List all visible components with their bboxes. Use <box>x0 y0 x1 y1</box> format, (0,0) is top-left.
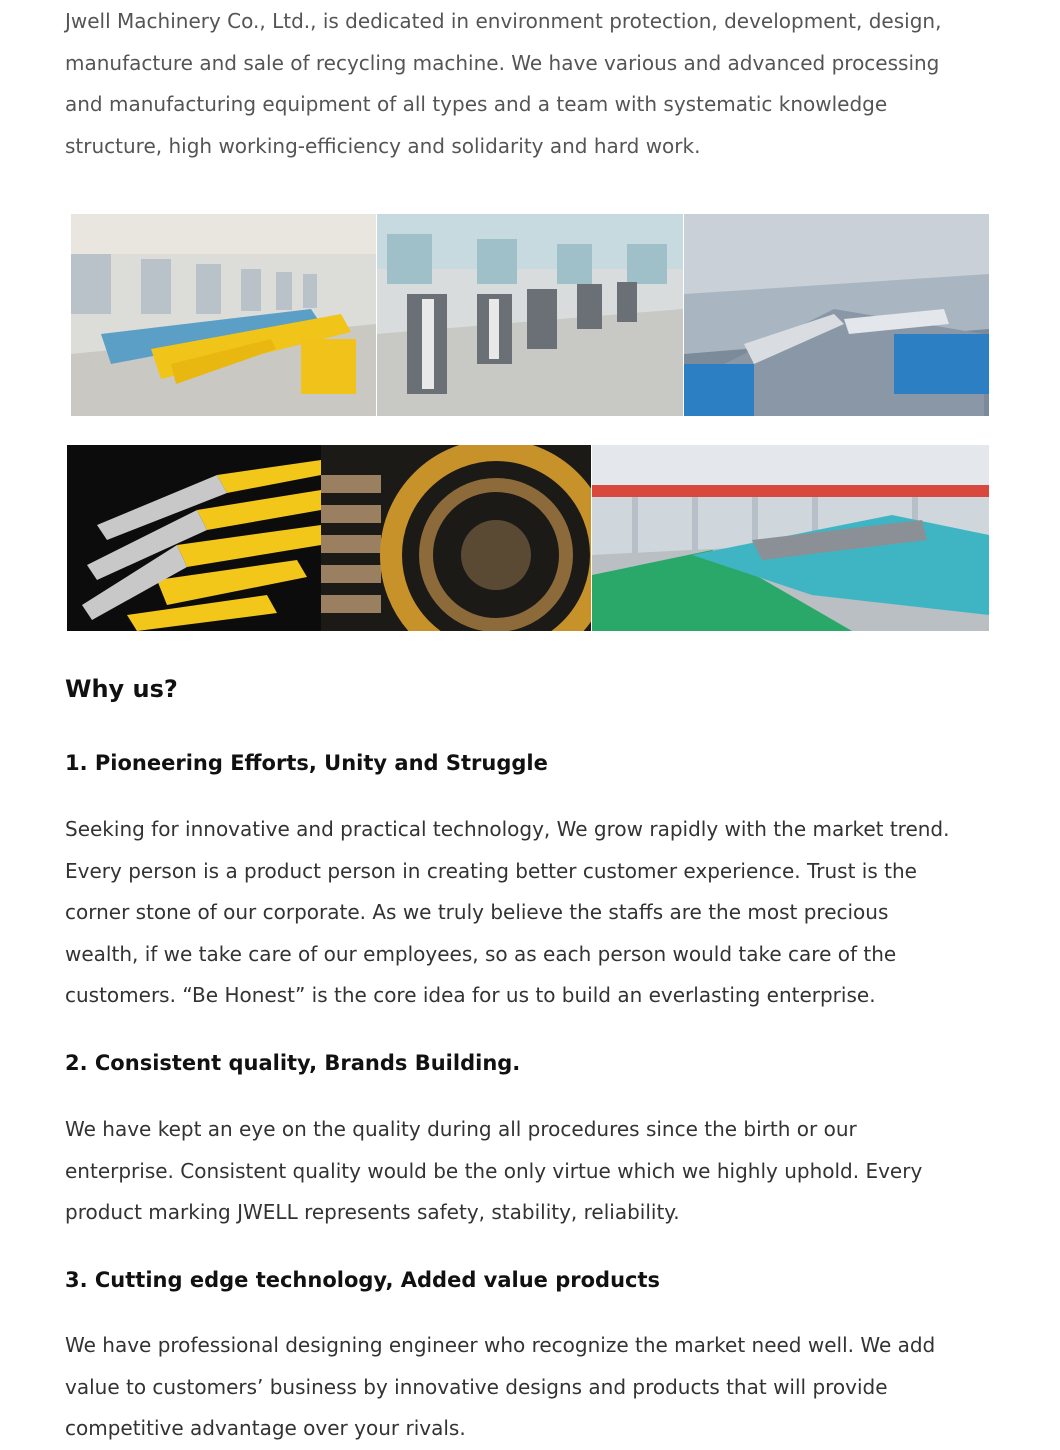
screw-flights-closeup-photo <box>67 445 321 631</box>
cnc-lathe-workshop-photo <box>592 445 989 631</box>
factory-yellow-machines-photo <box>71 214 376 416</box>
paragraph-line: value to customers’ business by innovative designs and products that will provide <box>65 1374 888 1399</box>
paragraph-line: We have professional designing engineer who recognize the market need well. We add <box>65 1333 936 1357</box>
why-us-title: Why us? <box>65 675 178 703</box>
paragraph-line: customers. “Be Honest” is the core idea for us to build an everlasting enterprise. <box>65 983 876 1008</box>
paragraph-line: product marking JWELL represents safety, stability, reliability. <box>65 1200 680 1225</box>
bearing-ring-closeup-photo <box>321 445 591 631</box>
paragraph-line: Every person is a product person in creating better customer experience. Trust is the <box>65 858 917 883</box>
paragraph-line: competitive advantage over your rivals. <box>65 1416 466 1441</box>
section-heading-quality: 2. Consistent quality, Brands Building. <box>65 1051 521 1075</box>
section-paragraph-pioneering <box>65 809 1010 1017</box>
intro-line: manufacture and sale of recycling machine. We have various and advanced processing <box>65 50 940 75</box>
paragraph-line: enterprise. Consistent quality would be the only virtue which we highly uphold. Every <box>65 1158 923 1183</box>
section-heading-pioneering: 1. Pioneering Efforts, Unity and Struggle <box>65 751 548 775</box>
paragraph-line: We have kept an eye on the quality during all procedures since the birth or our <box>65 1117 857 1141</box>
section-paragraph-technology <box>65 1325 1010 1450</box>
section-paragraph-quality <box>65 1109 1010 1234</box>
pipe-extrusion-hall-photo <box>684 214 989 416</box>
intro-paragraph <box>65 1 1010 167</box>
intro-line: structure, high working-efficiency and solidarity and hard work. <box>65 133 701 158</box>
sheet-line-photo <box>377 214 683 416</box>
paragraph-line: Seeking for innovative and practical technology, We grow rapidly with the market trend. <box>65 817 950 841</box>
paragraph-line: wealth, if we take care of our employees, so as each person would take care of the <box>65 941 897 966</box>
section-heading-technology: 3. Cutting edge technology, Added value products <box>65 1268 661 1292</box>
intro-line: Jwell Machinery Co., Ltd., is dedicated in environment protection, development, design, <box>65 9 942 33</box>
paragraph-line: corner stone of our corporate. As we truly believe the staffs are the most precious <box>65 900 889 925</box>
intro-line: and manufacturing equipment of all types and a team with systematic knowledge <box>65 92 888 117</box>
